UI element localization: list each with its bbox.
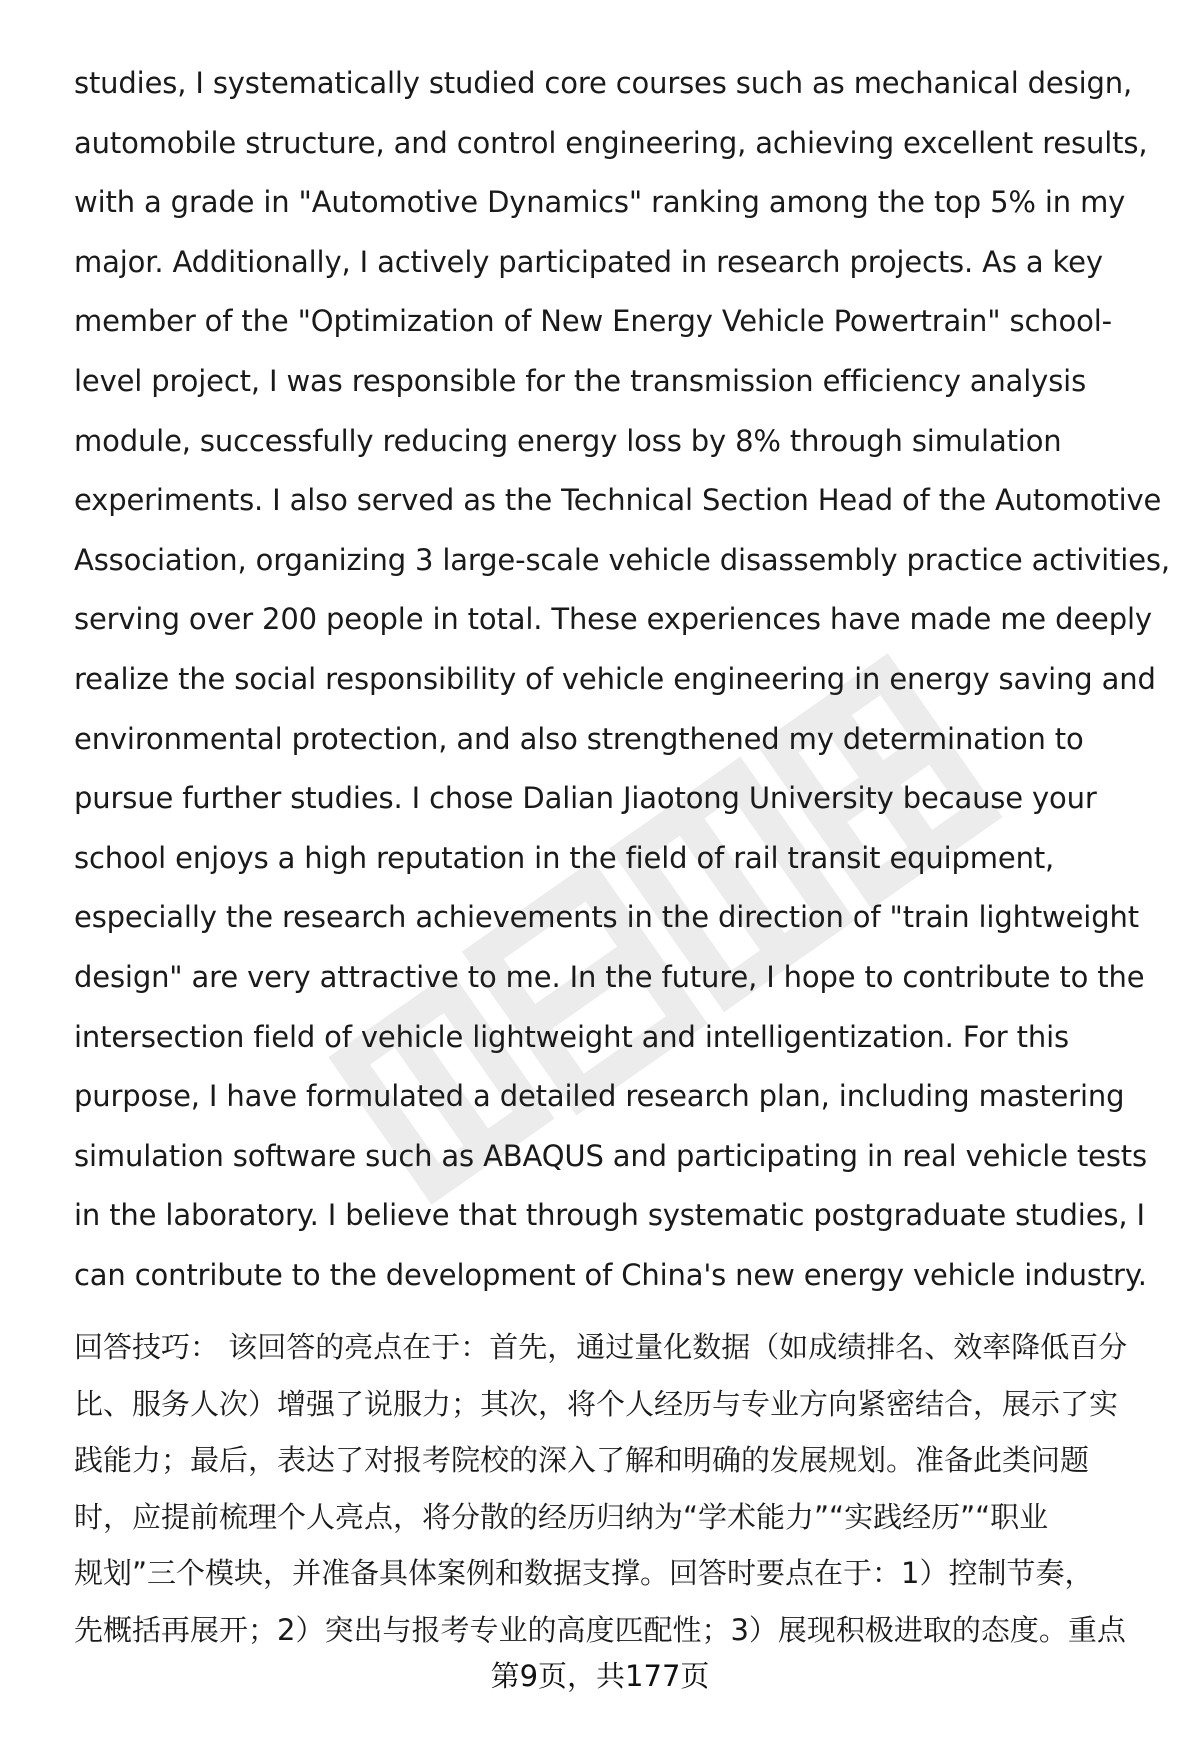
body-line: especially the research achievements in the direction of "train lightweight [74, 900, 1139, 935]
body-line: major. Additionally, I actively participated in research projects. As a key [74, 244, 1103, 279]
body-line: purpose, I have formulated a detailed research plan, including mastering [74, 1079, 1125, 1114]
body-line: intersection field of vehicle lightweight and intelligentization. For this [74, 1019, 1069, 1054]
body-line: design" are very attractive to me. In the future, I hope to contribute to the [74, 959, 1145, 994]
tips-line: 时，应提前梳理个人亮点，将分散的经历归纳为“学术能力”“实践经历”“职业 [74, 1499, 1049, 1534]
body-line: serving over 200 people in total. These experiences have made me deeply [74, 602, 1152, 637]
body-line: automobile structure, and control engineering, achieving excellent results, [74, 125, 1148, 160]
body-line: realize the social responsibility of vehicle engineering in energy saving and [74, 661, 1156, 696]
body-line: environmental protection, and also strengthened my determination to [74, 721, 1084, 756]
body-line: studies, I systematically studied core courses such as mechanical design, [74, 66, 1133, 100]
body-line: school enjoys a high reputation in the field of rail transit equipment, [74, 840, 1055, 875]
body-line: module, successfully reducing energy loss by 8% through simulation [74, 423, 1062, 458]
tips-line: 先概括再展开；2）突出与报考专业的高度匹配性；3）展现积极进取的态度。重点 [74, 1612, 1126, 1647]
tips-line: 回答技巧： 该回答的亮点在于：首先，通过量化数据（如成绩排名、效率降低百分 [74, 1330, 1128, 1364]
tips-line: 践能力；最后，表达了对报考院校的深入了解和明确的发展规划。准备此类问题 [74, 1443, 1090, 1477]
tips-line: 规划”三个模块，并准备具体案例和数据支撑。回答时要点在于：1）控制节奏， [74, 1556, 1094, 1590]
body-line: with a grade in "Automotive Dynamics" ranking among the top 5% in my [74, 185, 1126, 220]
body-line: in the laboratory. I believe that through systematic postgraduate studies, I [74, 1198, 1145, 1233]
body-line: can contribute to the development of China's new energy vehicle industry. [74, 1257, 1147, 1292]
tips-line: 比、服务人次）增强了说服力；其次，将个人经历与专业方向紧密结合，展示了实 [74, 1386, 1119, 1421]
page-number-footer: 第9页，共177页 [490, 1659, 710, 1693]
body-line: Association, organizing 3 large-scale vehicle disassembly practice activities, [74, 542, 1170, 577]
answer-tips-text [74, 1319, 1164, 1658]
body-line: level project, I was responsible for the transmission efficiency analysis [74, 363, 1087, 398]
body-line: pursue further studies. I chose Dalian Jiaotong University because your [74, 781, 1097, 816]
body-line: member of the "Optimization of New Energy Vehicle Powertrain" school- [74, 304, 1112, 339]
body-line: experiments. I also served as the Technical Section Head of the Automotive [74, 483, 1162, 518]
english-body-text [74, 54, 1170, 1305]
body-line: simulation software such as ABAQUS and participating in real vehicle tests [74, 1138, 1147, 1173]
